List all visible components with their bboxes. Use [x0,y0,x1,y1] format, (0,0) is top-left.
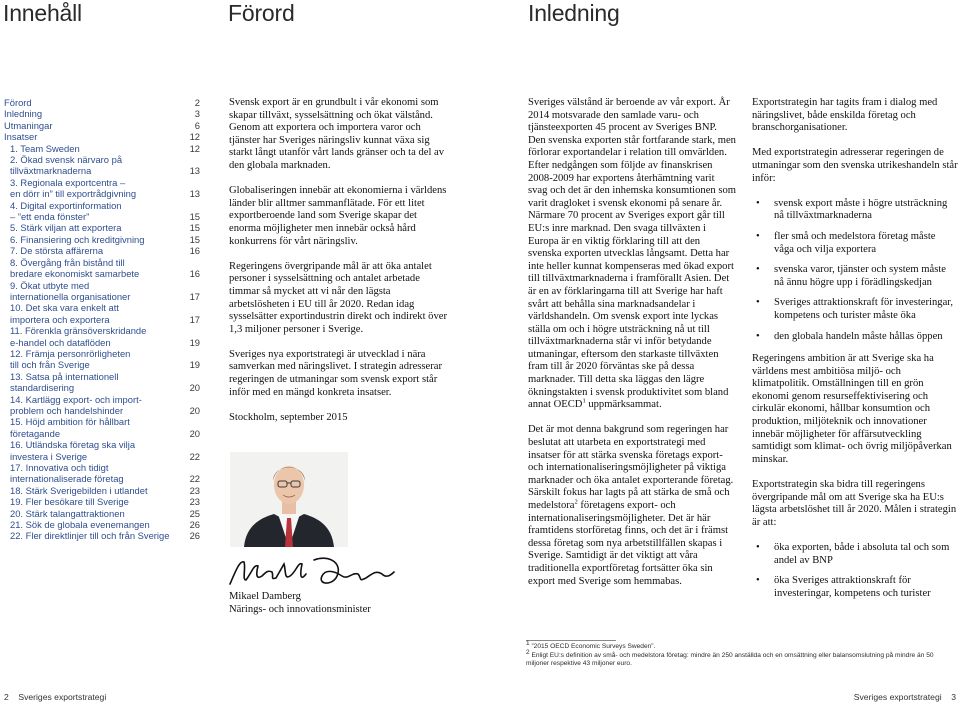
toc-entry[interactable] [4,143,200,154]
footer-left [4,692,106,702]
toc-entry-page: 2 [194,97,200,108]
toc-entry-title[interactable]: 12. Främja personrörligheten till och från Sverige [10,347,131,371]
footer-right [854,692,956,702]
toc-entry-page: 25 [189,507,200,519]
toc-entry-page: 20 [189,382,200,394]
toc-entry-page: 15 [189,233,200,245]
toc-entry[interactable] [4,462,200,485]
foreword-paragraph: Sveriges nya exportstrategi är utvecklad i nära samverkan med näringslivet. I strategin adresserar regeringen de utmaningar som svensk export står inför med en mängd konkreta insatser. [229,348,442,398]
introduction-paragraph: Det är mot denna bakgrund som regeringen har beslutat att utarbeta en exportstrategi med insatser för att stärka svenska företags export- och internationaliseringsmöjligheter på viktiga marknader och öka antalet exporterande företag. Särskilt fokus har lagts på att stärka de små och medelstora$^2$ företagens export- och internationaliseringsmöjligheter. Det är här framtidens storföretag finns, och det är i främst dessa företag som nya arbetstillfällen skapas i Sverige. Samtidigt är det viktigt att våra traditionella exportföretag fortsätter öka sin export med Sverige som hemmabas. [528,424,734,587]
page-number-left: 2 [4,692,9,702]
toc-entry-page: 3 [194,108,200,120]
toc-entry-page: 12 [189,131,200,143]
introduction-paragraph: Regeringens ambition är att Sverige ska ha världens mest ambitiösa miljö- och klimatpolitik. Omställningen till en grön ekonomi genom resurseffektivisering och cirkulär ekonomi, hållbar konsumtion och produktion, miljöteknik och innovationer innebär möjligheter för affärsutveckling samtidigt som klimat- och övrig miljöpåverkan minskar. [752,353,952,465]
bullet-icon: • [756,542,760,553]
toc-entry-title[interactable]: Utmaningar [4,119,53,131]
toc-entry[interactable] [4,222,200,233]
toc-entry-title[interactable]: 14. Kartlägg export- och import- problem och handelshinder [10,393,142,416]
introduction-column-1 [528,97,736,601]
toc-entry-page: 17 [189,313,200,325]
footnote-1: $^1$ ”2015 OECD Economic Surveys Sweden”. [526,639,656,650]
toc-entry-page: 16 [189,245,200,257]
toc-entry-page: 12 [189,142,200,154]
toc-entry[interactable] [4,108,200,119]
toc-entry-title[interactable]: Förord [4,97,32,108]
toc-entry-title[interactable]: 9. Ökat utbyte med internationella organisationer [10,279,131,302]
toc-entry-title[interactable]: 15. Höjd ambition för hållbart företagande [10,416,130,439]
toc-entry[interactable] [4,97,200,108]
toc-entry[interactable] [4,120,200,131]
toc-entry-title[interactable]: 17. Innovativa och tidigt internationaliserade företag [10,462,124,485]
toc-entry[interactable] [4,496,200,507]
minister-name: Mikael Damberg [229,591,301,602]
toc-entry[interactable] [4,439,200,462]
foreword-heading: Förord [228,0,295,26]
toc-entry-page: 22 [189,473,200,485]
toc-entry-title[interactable]: 10. Det ska vara enkelt att importera och exportera [10,302,119,325]
toc-entry[interactable] [4,302,200,325]
toc-entry-title[interactable]: 19. Fler besökare till Sverige [10,496,129,508]
minister-portrait [230,452,348,547]
toc-entry-page: 22 [189,450,200,462]
introduction-paragraph: Sveriges välstånd är beroende av vår export. År 2014 motsvarade den samlade varu- och tjänsteexporten 45 procent av Sveriges BNP. Den svenska exporten står fortfarande stark, men förlorar exportandelar i relation till omvärlden. Efter nedgången som följde av finanskrisen 2008-2009 har exportens återhämtning varit svag och det är den inhemska konsumtionen som varit dragloket i svensk ekonomi på senare år. Närmare 70 procent av Sveriges export går till EU:s inre marknad. Den svaga tillväxten i Europa är en viktig förklaring till att den svenska exporten utvecklas långsamt. Detta har inte heller kunnat kompenseras med ökad export till tillväxtmarknaderna i framförallt Asien. Det är en av förklaringarna till att Sverige har haft svårt att behålla sina marknadsandelar i världshandeln. Om svensk export inte lyckas ställa om och i högre utsträckning nå ut till tillväxtmarknaderna står vi inför betydande utmaningar, eftersom den starkaste tillväxten fram till år 2020 förväntas ske på dessa marknader. Till detta ska läggas den lägre ökningstakten i svensk produktivitet som bland annat OECD$^1$ uppmärksammat. [528,97,737,411]
toc-entry[interactable] [4,131,200,142]
toc-entry-page: 6 [194,119,200,131]
toc-entry-page: 15 [189,211,200,223]
toc-entry[interactable] [4,416,200,439]
footnote-ref: 2 [574,498,578,506]
toc-entry-title[interactable]: 18. Stärk Sverigebilden i utlandet [10,484,148,496]
toc-entry-title[interactable]: 20. Stärk talangattraktionen [10,507,125,519]
foreword-paragraph: Regeringens övergripande mål är att öka antalet personer i sysselsättning och antalet arbetade timmar så mycket att vi når den lägsta arbetslösheten i EU till år 2020. Redan idag sysselsätter exportindustrin direkt och indirekt över 1,3 miljoner personer i Sverige. [229,260,448,335]
toc-entry-title[interactable]: 1. Team Sweden [10,142,80,154]
challenges-list [752,198,958,343]
toc-entry-title[interactable]: 7. De största affärerna [10,245,104,257]
footer-title-right: Sveriges exportstrategi [853,692,942,702]
toc-entry[interactable] [4,485,200,496]
toc-entry-title[interactable]: Insatser [4,131,38,143]
introduction-paragraph: Med exportstrategin adresserar regeringen de utmaningar som den svenska utrikeshandeln står inför: [752,147,958,184]
toc-entry-page: 13 [189,165,200,177]
toc-entry-title[interactable]: 13. Satsa på internationell standardisering [10,370,119,394]
list-item [752,264,958,289]
toc-entry-page: 23 [189,496,200,508]
list-item-text: svensk export måste i högre utsträckning nå tillväxtmarknaderna [774,197,948,222]
toc-entry-title[interactable]: 11. Förenkla gränsöverskridande e-handel och dataflöden [10,325,147,348]
table-of-contents [4,97,200,542]
minister-role: Närings- och innovationsminister [229,603,371,615]
introduction-column-2 [752,97,958,610]
footnotes [526,640,956,669]
foreword-paragraph: Svensk export är en grundbult i vår ekonomi som skapar tillväxt, sysselsättning och ökat välstånd. Genom att exportera och importera varor och tjänster har Sveriges näringsliv kunnat växa sig starkt långt utanför vårt lands gränser och ta del av den globala marknaden. [229,97,445,171]
bullet-icon: • [756,575,760,587]
toc-entry[interactable] [4,257,200,280]
list-item [752,231,958,256]
toc-entry[interactable] [4,508,200,519]
toc-entry-page: 19 [189,336,200,348]
toc-entry-page: 17 [189,290,200,302]
toc-entry-title[interactable]: 21. Sök de globala evenemangen [10,519,150,531]
toc-entry[interactable] [4,348,200,371]
foreword-column [229,97,451,437]
toc-entry-page: 20 [189,427,200,439]
toc-entry-title[interactable]: 6. Finansiering och kreditgivning [10,233,145,245]
introduction-paragraph: Exportstrategin ska bidra till regeringens övergripande mål om att Sverige ska ha EU:s lägsta arbetslöshet till år 2020. Målen i strategin är att: [752,479,957,528]
toc-entry-title[interactable]: 5. Stärk viljan att exportera [10,222,122,234]
toc-entry[interactable] [4,280,200,303]
toc-entry-page: 16 [189,268,200,280]
list-item [752,542,958,567]
toc-entry-title[interactable]: 8. Övergång från bistånd till bredare ekonomiskt samarbete [10,256,140,280]
toc-entry-title[interactable]: 22. Fler direktlinjer till och från Sverige [10,530,170,542]
signature [226,550,406,592]
page-number-right: 3 [951,692,956,702]
toc-entry[interactable] [4,371,200,394]
introduction-heading: Inledning [528,0,620,26]
toc-entry-page: 13 [189,188,200,200]
foreword-paragraph: Globaliseringen innebär att ekonomierna i världens länder blir alltmer sammanflätade. För ett litet exportberoende land som Sverige skapar det enorma möjligheter men innebär också hård konkurrens för vårt näringsliv. [229,185,447,247]
toc-entry-page: 15 [189,222,200,234]
footnote-2: $^2$ Enligt EU:s definition av små- och medelstora företag: mindre än 250 anställda och en omsättning eller balansomslutning på mindre än 50 miljoner respektive 43 miljoner euro. [526,648,934,668]
list-item-text: Sveriges attraktionskraft för investeringar, kompetens och turister måste öka [774,297,954,321]
footer-title-left: Sveriges exportstrategi [18,692,107,702]
toc-entry-title[interactable]: 16. Utländska företag ska vilja investera i Sverige [10,439,136,462]
toc-entry[interactable] [4,394,200,417]
bullet-icon: • [756,297,760,309]
toc-entry-title[interactable]: 3. Regionala exportcentra – en dörr in” till exportrådgivning [10,176,137,200]
list-item [752,198,958,223]
footnote-rule [526,640,616,641]
list-item-text: öka Sveriges attraktionskraft för investeringar, kompetens och turister [774,575,931,599]
toc-entry[interactable] [4,245,200,256]
toc-entry-page: 20 [189,404,200,416]
footnote-ref: 1 [582,397,586,405]
toc-entry-page: 23 [189,484,200,496]
toc-entry[interactable] [4,519,200,530]
list-item [752,575,958,600]
toc-entry-page: 19 [189,359,200,371]
toc-entry[interactable] [4,200,200,223]
list-item-text: öka exporten, både i absoluta tal och som andel av BNP [774,542,950,566]
toc-entry[interactable] [4,325,200,348]
toc-heading: Innehåll [3,0,82,26]
place-date: Stockholm, september 2015 [229,411,348,423]
toc-entry-page: 26 [189,530,200,542]
bullet-icon: • [756,264,760,276]
toc-entry[interactable] [4,234,200,245]
toc-entry[interactable] [4,154,200,177]
list-item [752,331,958,344]
toc-entry-page: 26 [189,519,200,531]
toc-entry[interactable] [4,177,200,200]
list-item-text: fler små och medelstora företag måste våga och vilja exportera [774,230,936,255]
list-item-text: svenska varor, tjänster och system måste nå ännu högre upp i förädlingskedjan [774,264,946,288]
bullet-icon: • [756,230,760,242]
toc-entry-title[interactable]: 4. Digital exportinformation – ”ett enda fönster” [10,199,122,223]
toc-entry-title[interactable]: Inledning [4,108,43,120]
bullet-icon: • [756,330,760,342]
minister-signature-block [229,591,451,616]
bullet-icon: • [756,197,760,209]
introduction-paragraph: Exportstrategin har tagits fram i dialog med näringslivet, både enskilda företag och branschorganisationer. [752,97,938,134]
goals-list [752,542,958,600]
toc-entry-title[interactable]: 2. Ökad svensk närvaro på tillväxtmarknaderna [10,154,123,177]
toc-entry[interactable] [4,530,200,541]
list-item-text: den globala handeln måste hållas öppen [774,330,943,342]
list-item [752,297,958,322]
